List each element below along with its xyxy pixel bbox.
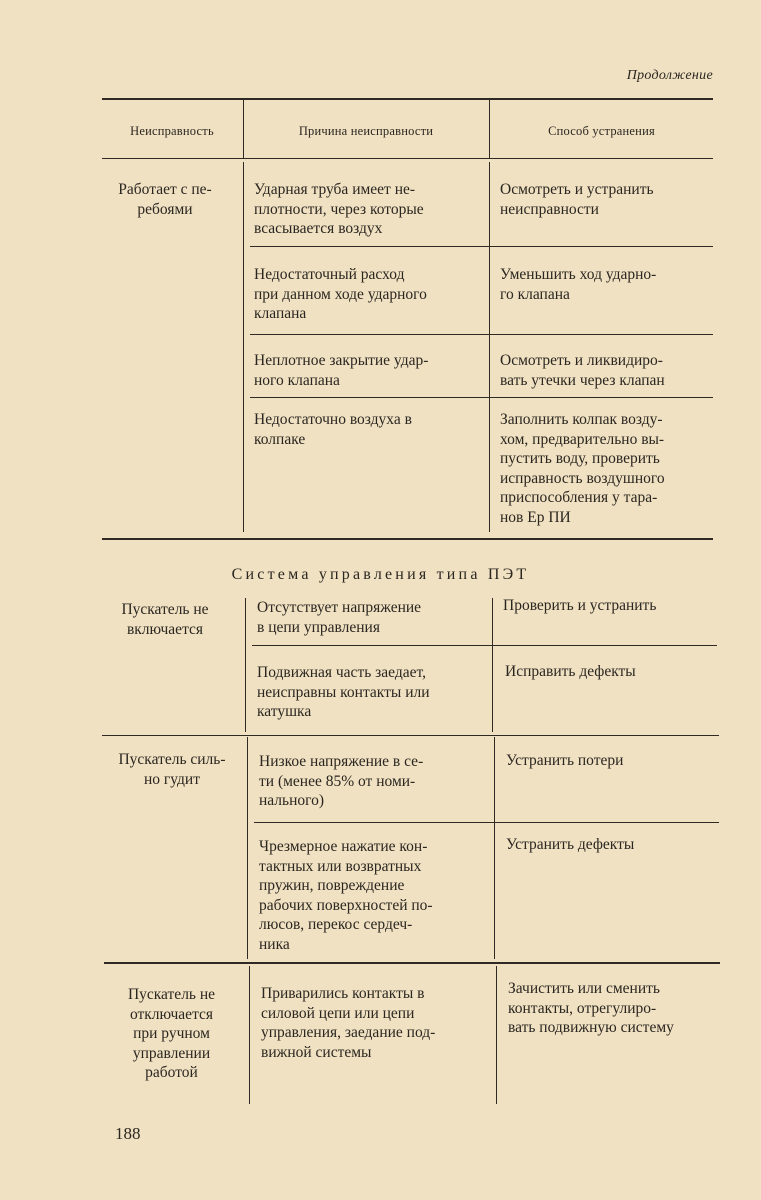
row-divider xyxy=(254,822,719,823)
fault-cell: Пускатель не включается xyxy=(121,601,209,638)
fault-cell: Работает с пе- ребоями xyxy=(118,181,212,218)
continuation-label: Продолжение xyxy=(626,68,713,83)
remedy-cell: Осмотреть и устранить неисправности xyxy=(500,181,654,218)
cause-cell: Ударная труба имеет не- плотности, через которые всасывается воздух xyxy=(254,181,424,237)
column-header-cause: Причина неисправности xyxy=(298,124,434,138)
remedy-cell: Исправить дефекты xyxy=(505,663,636,680)
cause-cell: Приварились контакты в силовой цепи или цепи управления, заедание под- вижной системы xyxy=(261,985,436,1061)
group2-divider-left xyxy=(245,598,246,732)
cause-cell: Недостаточно воздуха в колпаке xyxy=(254,411,412,448)
row-divider xyxy=(250,246,713,247)
row-divider xyxy=(250,334,713,335)
page-number: 188 xyxy=(115,1124,141,1143)
group1-divider-right xyxy=(489,162,490,532)
remedy-cell: Устранить потери xyxy=(506,752,624,769)
cause-cell: Неплотное закрытие удар- ного клапана xyxy=(254,352,429,389)
group4-divider-left xyxy=(249,966,250,1104)
fault-cell: Пускатель силь- но гудит xyxy=(118,751,226,788)
group4-divider-right xyxy=(496,966,497,1104)
group-divider xyxy=(104,962,720,964)
group2-divider-right xyxy=(492,598,493,732)
cause-cell: Недостаточный расход при данном ходе ударного клапана xyxy=(254,266,427,322)
group1-divider-left xyxy=(243,162,244,532)
remedy-cell: Уменьшить ход ударно- го клапана xyxy=(500,266,657,303)
column-header-remedy: Способ устранения xyxy=(548,124,655,138)
group3-divider-left xyxy=(247,737,248,959)
group-divider xyxy=(102,538,713,540)
remedy-cell: Зачистить или сменить контакты, отрегулиро- вать подвижную систему xyxy=(508,980,674,1036)
row-divider xyxy=(250,397,713,398)
table-top-rule xyxy=(102,98,713,100)
header-divider-1 xyxy=(243,100,244,158)
cause-cell: Чрезмерное нажатие кон- тактных или возвратных пружин, повреждение рабочих поверхностей по- люсов, перекос сердеч- ника xyxy=(259,838,433,953)
remedy-cell: Осмотреть и ликвидиро- вать утечки через клапан xyxy=(500,352,665,389)
cause-cell: Отсутствует напряжение в цепи управления xyxy=(257,599,422,636)
remedy-cell: Заполнить колпак возду- хом, предварительно вы- пустить воду, проверить исправность воздушного приспособления у тара- нов Ер ПИ xyxy=(500,411,665,526)
group-divider xyxy=(102,735,719,736)
cause-cell: Низкое напряжение в се- ти (менее 85% от номи- нального) xyxy=(259,753,424,809)
header-bottom-rule xyxy=(102,158,713,159)
group3-divider-right xyxy=(494,737,495,959)
header-divider-2 xyxy=(489,100,490,158)
column-header-fault: Неисправность xyxy=(130,124,214,138)
fault-cell: Пускатель не отключается при ручном управлении работой xyxy=(127,986,216,1081)
section-title: Система управления типа ПЭТ xyxy=(231,566,530,583)
remedy-cell: Устранить дефекты xyxy=(506,836,635,853)
remedy-cell: Проверить и устранить xyxy=(503,597,657,614)
cause-cell: Подвижная часть заедает, неисправны контакты или катушка xyxy=(257,664,430,720)
row-divider xyxy=(252,645,717,646)
